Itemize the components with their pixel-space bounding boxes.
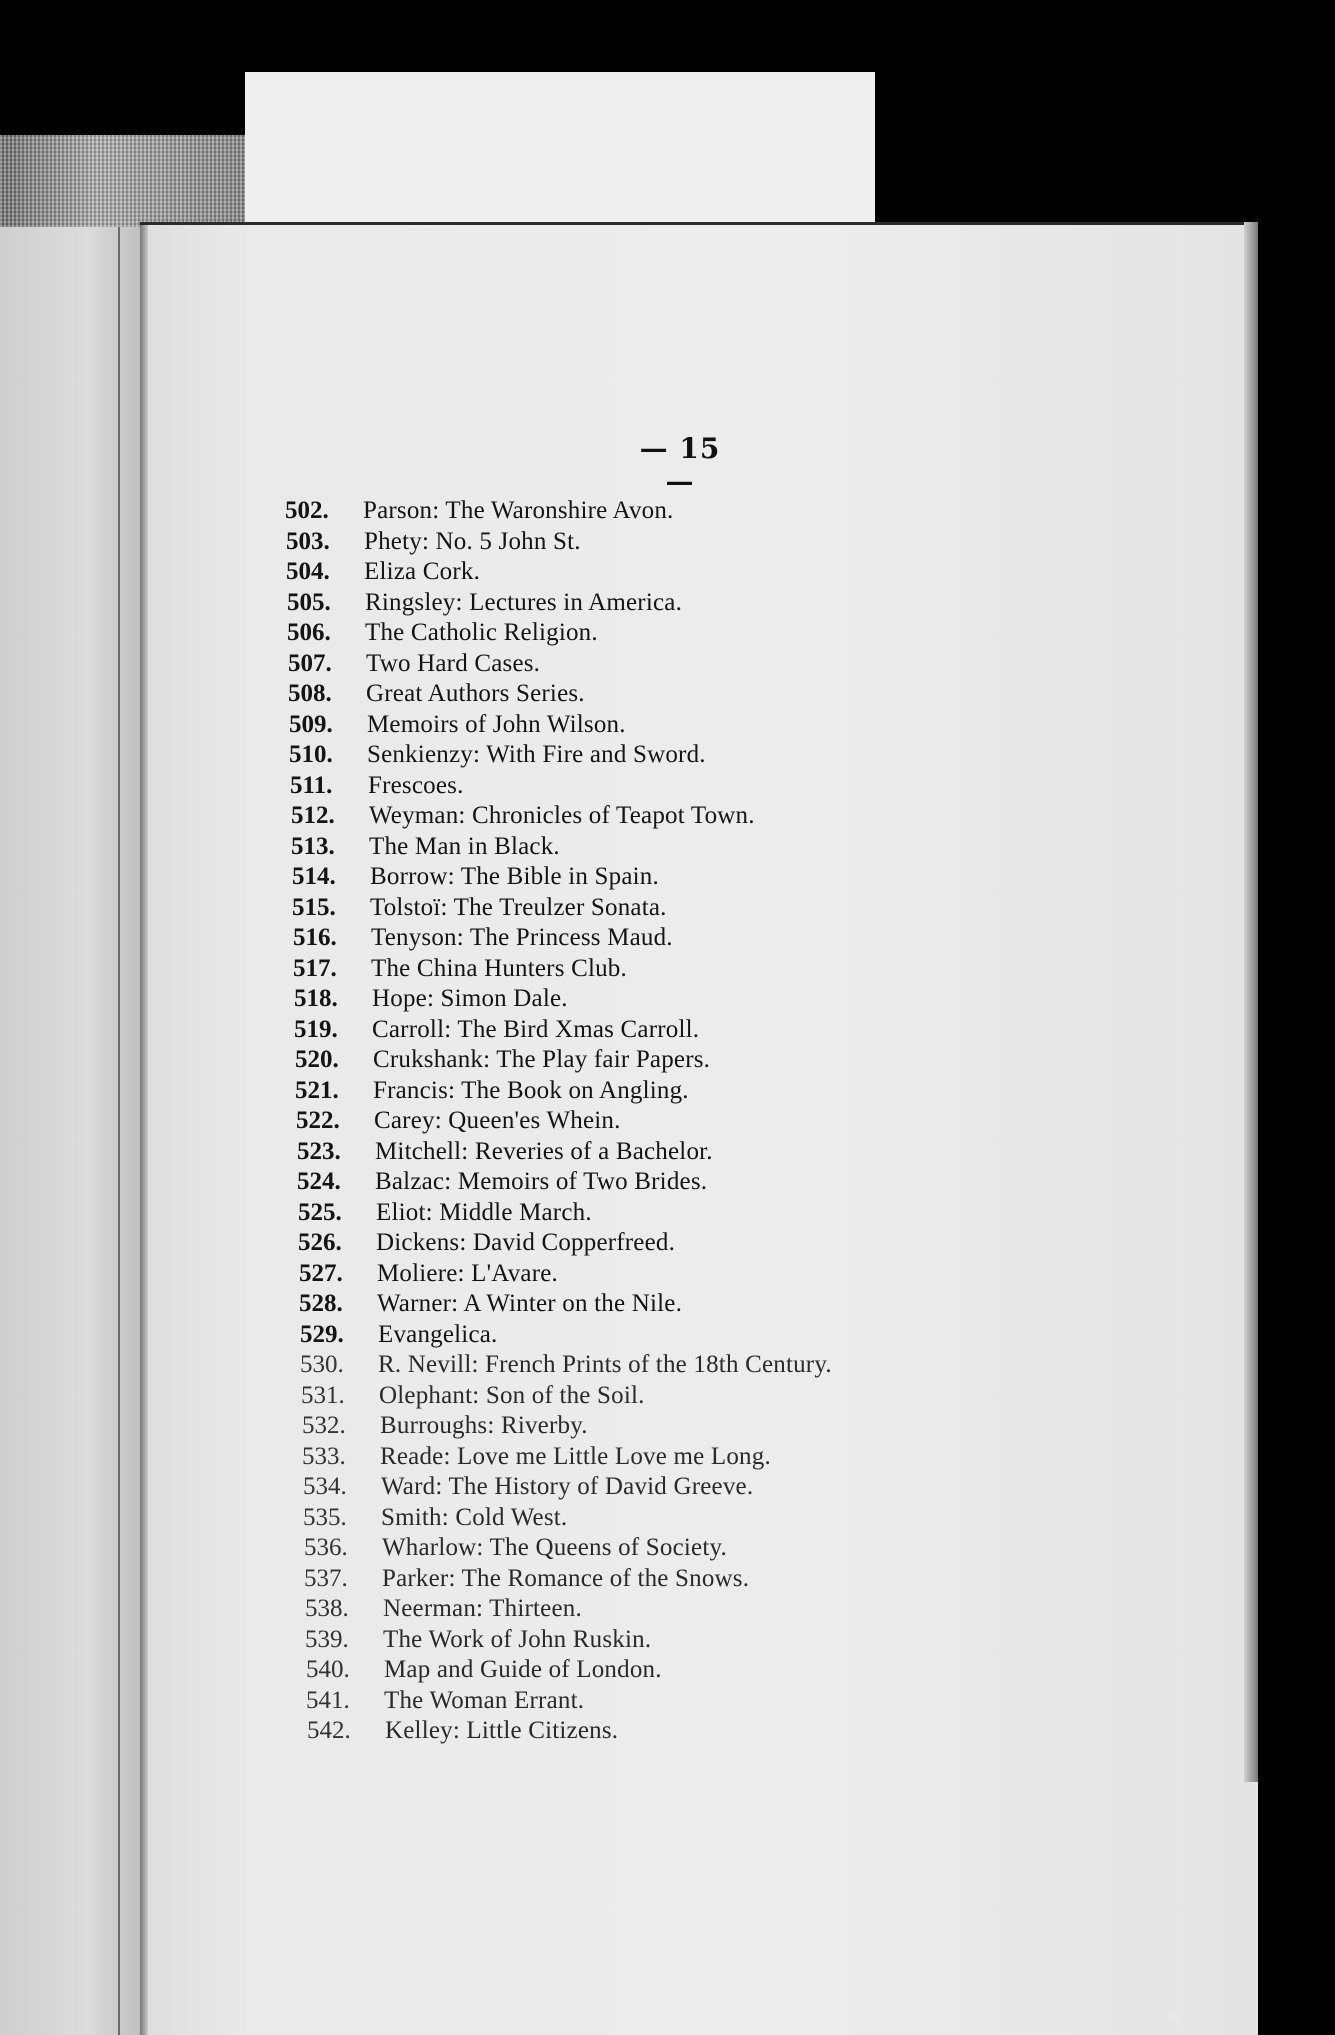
entry-number: 536. <box>304 1534 348 1561</box>
entry-title: Parker: The Romance of the Snows. <box>382 1564 750 1592</box>
list-item <box>285 1473 1245 1504</box>
entry-number: 532. <box>302 1412 346 1439</box>
entry-number: 518. <box>294 985 338 1012</box>
entry-number: 517. <box>293 954 337 982</box>
entry-number: 512. <box>291 802 335 829</box>
page-gutter <box>140 225 148 2035</box>
list-item <box>285 1626 1245 1657</box>
entry-number: 510. <box>289 741 333 768</box>
list-item <box>285 985 1245 1016</box>
entry-title: Hope: Simon Dale. <box>372 985 568 1012</box>
list-item <box>285 680 1245 711</box>
entry-number: 528. <box>299 1290 343 1317</box>
entry-number: 530. <box>300 1351 344 1378</box>
entry-title: Moliere: L'Avare. <box>377 1259 558 1287</box>
entry-number: 534. <box>303 1473 347 1500</box>
entry-number: 521. <box>295 1076 339 1104</box>
entry-title: Eliot: Middle March. <box>376 1198 592 1226</box>
entry-title: Reade: Love me Little Love me Long. <box>380 1442 771 1470</box>
paper-tab <box>245 72 875 232</box>
entry-title: Parson: The Waronshire Avon. <box>363 497 674 524</box>
entry-title: Ringsley: Lectures in America. <box>365 588 683 616</box>
binding-fabric <box>0 135 245 227</box>
entry-number: 531. <box>301 1381 345 1409</box>
list-item <box>285 1534 1245 1565</box>
entry-number: 519. <box>294 1015 338 1043</box>
list-item <box>285 619 1245 650</box>
list-item <box>285 1412 1245 1443</box>
entry-title: Balzac: Memoirs of Two Brides. <box>375 1168 708 1195</box>
entry-number: 526. <box>298 1229 342 1256</box>
list-item <box>285 1107 1245 1138</box>
page-right-edge <box>1244 222 1258 1782</box>
list-item <box>285 1290 1245 1321</box>
entry-number: 504. <box>286 558 330 585</box>
entry-number: 515. <box>292 893 336 921</box>
entry-number: 508. <box>288 680 332 707</box>
entry-title: Carroll: The Bird Xmas Carroll. <box>372 1015 700 1043</box>
list-item <box>285 1595 1245 1626</box>
entry-title: Senkienzy: With Fire and Sword. <box>367 741 706 768</box>
list-item <box>285 650 1245 681</box>
entry-title: Wharlow: The Queens of Society. <box>382 1534 727 1561</box>
list-item <box>285 924 1245 955</box>
entry-title: Borrow: The Bible in Spain. <box>370 863 659 890</box>
entry-number: 505. <box>287 588 331 616</box>
entry-title: Ward: The History of David Greeve. <box>381 1473 754 1500</box>
list-item <box>285 1656 1245 1687</box>
scan-speck <box>1168 2012 1180 2021</box>
list-item <box>285 1229 1245 1260</box>
page-fold-line <box>118 225 120 2035</box>
entry-title: Weyman: Chronicles of Teapot Town. <box>369 802 755 829</box>
entry-number: 522. <box>296 1107 340 1134</box>
entry-title: Kelley: Little Citizens. <box>385 1717 619 1744</box>
list-item <box>285 1443 1245 1474</box>
list-item <box>285 558 1245 589</box>
entry-title: Two Hard Cases. <box>366 649 541 677</box>
entry-title: Carey: Queen'es Whein. <box>374 1107 621 1134</box>
entry-title: The Work of John Ruskin. <box>383 1625 652 1653</box>
entry-title: Mitchell: Reveries of a Bachelor. <box>375 1137 713 1165</box>
entry-title: Dickens: David Copperfreed. <box>376 1229 676 1256</box>
entry-title: Memoirs of John Wilson. <box>367 710 626 738</box>
entry-number: 533. <box>302 1442 346 1470</box>
page-number: — 15 — <box>639 432 721 498</box>
entry-title: Neerman: Thirteen. <box>383 1595 582 1622</box>
entry-title: Crukshank: The Play fair Papers. <box>373 1046 711 1073</box>
entry-number: 542. <box>307 1717 351 1744</box>
entry-title: R. Nevill: French Prints of the 18th Century. <box>378 1351 832 1378</box>
entry-title: Warner: A Winter on the Nile. <box>377 1290 683 1317</box>
entry-number: 535. <box>303 1503 347 1531</box>
entry-number: 525. <box>298 1198 342 1226</box>
entry-title: Burroughs: Riverby. <box>380 1412 588 1439</box>
list-item <box>285 1199 1245 1230</box>
list-item <box>285 1016 1245 1047</box>
list-item <box>285 1351 1245 1382</box>
list-item <box>285 741 1245 772</box>
list-item <box>285 802 1245 833</box>
list-item <box>285 1717 1245 1748</box>
entry-title: Eliza Cork. <box>364 558 481 585</box>
list-item <box>285 833 1245 864</box>
entry-number: 507. <box>288 649 332 677</box>
entry-title: Olephant: Son of the Soil. <box>379 1381 645 1409</box>
entry-number: 524. <box>297 1168 341 1195</box>
list-item <box>285 1321 1245 1352</box>
list-item <box>285 497 1245 528</box>
list-item <box>285 528 1245 559</box>
list-item <box>285 1565 1245 1596</box>
entry-title: Phety: No. 5 John St. <box>364 527 581 555</box>
entry-number: 506. <box>287 619 331 646</box>
entry-title: Evangelica. <box>378 1320 498 1348</box>
list-item <box>285 1046 1245 1077</box>
entry-title: Smith: Cold West. <box>381 1503 568 1531</box>
entry-number: 514. <box>292 863 336 890</box>
entry-number: 520. <box>295 1046 339 1073</box>
entry-number: 503. <box>286 527 330 555</box>
entry-number: 502. <box>285 497 329 524</box>
entry-title: Frescoes. <box>368 771 464 799</box>
list-item <box>285 1504 1245 1535</box>
entry-number: 513. <box>291 832 335 860</box>
list-item <box>285 1260 1245 1291</box>
entry-number: 509. <box>289 710 333 738</box>
entry-title: The Woman Errant. <box>384 1686 585 1714</box>
list-item <box>285 863 1245 894</box>
entry-title: Tolstoï: The Treulzer Sonata. <box>370 893 667 921</box>
entry-title: Map and Guide of London. <box>384 1656 662 1683</box>
list-item <box>285 1138 1245 1169</box>
catalogue-list <box>285 497 1245 1748</box>
entry-title: The Catholic Religion. <box>365 619 598 646</box>
entry-title: Tenyson: The Princess Maud. <box>371 924 673 951</box>
entry-number: 541. <box>306 1686 350 1714</box>
entry-number: 511. <box>290 771 333 799</box>
entry-title: Francis: The Book on Angling. <box>373 1076 689 1104</box>
entry-title: The Man in Black. <box>369 832 560 860</box>
entry-number: 538. <box>305 1595 349 1622</box>
entry-title: Great Authors Series. <box>366 680 585 707</box>
entry-number: 537. <box>304 1564 348 1592</box>
list-item <box>285 894 1245 925</box>
entry-title: The China Hunters Club. <box>371 954 627 982</box>
list-item <box>285 1687 1245 1718</box>
entry-number: 527. <box>299 1259 343 1287</box>
list-item <box>285 1382 1245 1413</box>
facing-page-edge <box>0 225 145 2035</box>
list-item <box>285 589 1245 620</box>
entry-number: 523. <box>297 1137 341 1165</box>
list-item <box>285 955 1245 986</box>
list-item <box>285 711 1245 742</box>
list-item <box>285 772 1245 803</box>
entry-number: 539. <box>305 1625 349 1653</box>
entry-number: 540. <box>306 1656 350 1683</box>
list-item <box>285 1077 1245 1108</box>
list-item <box>285 1168 1245 1199</box>
entry-number: 516. <box>293 924 337 951</box>
entry-number: 529. <box>300 1320 344 1348</box>
